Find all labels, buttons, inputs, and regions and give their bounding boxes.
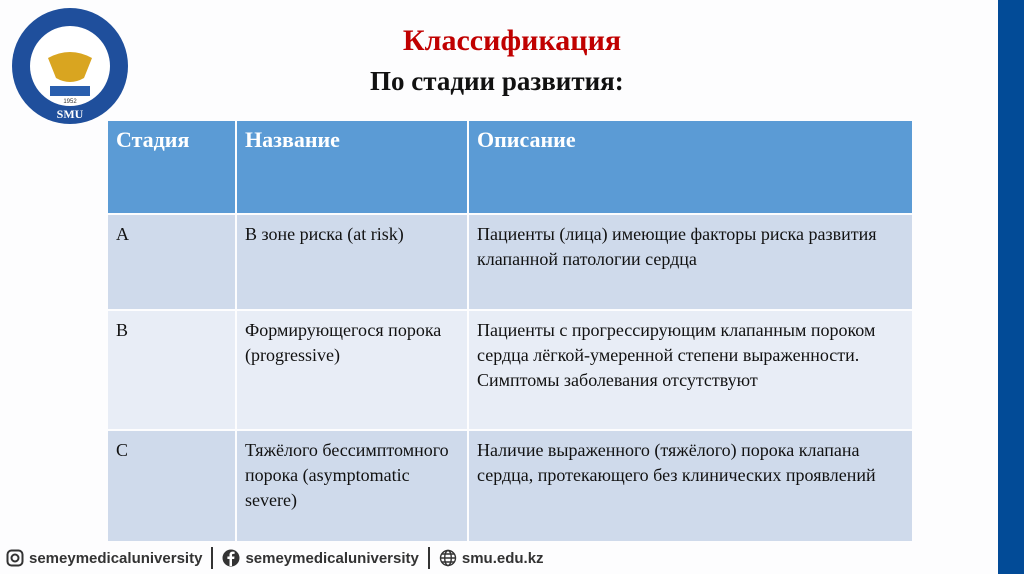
- footer-social: [6, 547, 544, 569]
- instagram-handle[interactable]: semeymedicaluniversity: [29, 549, 203, 567]
- cell-description: Наличие выраженного (тяжёлого) порока клапана сердца, протекающего без клинических проявлений: [469, 431, 912, 541]
- table-row: [108, 431, 912, 541]
- cell-stage: A: [108, 215, 235, 309]
- classification-table: [106, 119, 914, 543]
- header-name: Название: [237, 121, 467, 213]
- svg-text:SMU: SMU: [56, 107, 84, 121]
- cell-name: В зоне риска (at risk): [237, 215, 467, 309]
- divider: [428, 547, 430, 569]
- facebook-handle[interactable]: semeymedicaluniversity: [245, 549, 419, 567]
- slide-title: Классификация: [402, 24, 622, 57]
- cell-name: Формирующегося порока (progressive): [237, 311, 467, 429]
- header-description: Описание: [469, 121, 912, 213]
- divider: [211, 547, 213, 569]
- cell-stage: C: [108, 431, 235, 541]
- svg-text:1952: 1952: [63, 99, 77, 105]
- cell-stage: B: [108, 311, 235, 429]
- website-link[interactable]: smu.edu.kz: [461, 549, 544, 567]
- cell-description: Пациенты (лица) имеющие факторы риска развития клапанной патологии сердца: [469, 215, 912, 309]
- instagram-icon: [6, 549, 24, 567]
- slide-subtitle: По стадии развития:: [370, 66, 624, 96]
- cell-name: Тяжёлого бессимптомного порока (asymptomatic severe): [237, 431, 467, 541]
- table-row: [108, 215, 912, 309]
- table-row: [108, 311, 912, 429]
- globe-icon: [439, 549, 457, 567]
- table-header-row: [108, 121, 912, 213]
- sidebar-accent-bar: [998, 0, 1024, 574]
- header-stage: Стадия: [108, 121, 235, 213]
- cell-description: Пациенты с прогрессирующим клапанным пороком сердца лёгкой-умеренной степени выраженности. Симптомы заболевания отсутствуют: [469, 311, 912, 429]
- facebook-icon: [222, 549, 240, 567]
